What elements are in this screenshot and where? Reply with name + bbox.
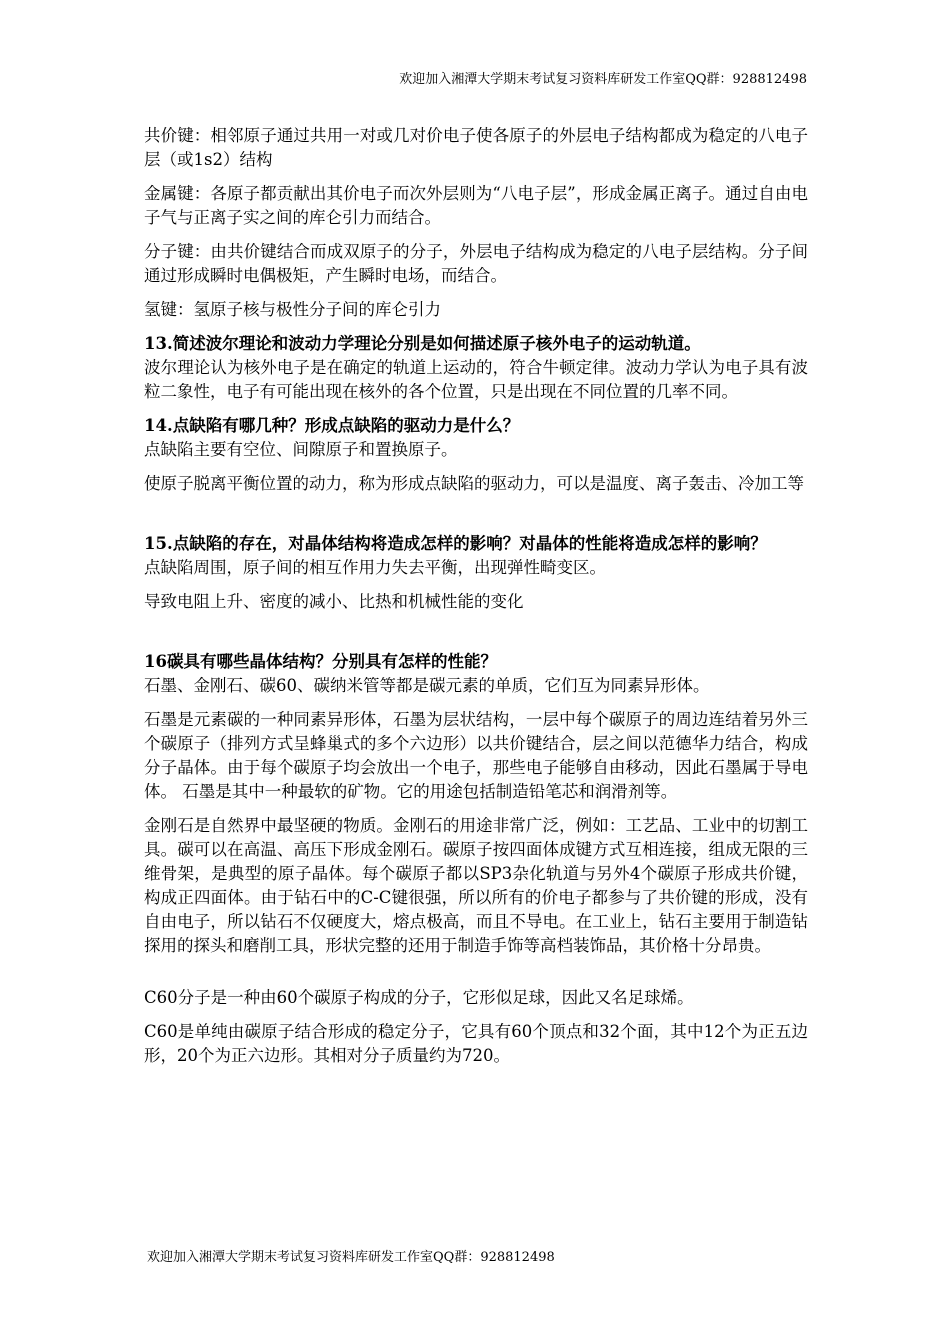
answer-15-properties: 导致电阻上升、密度的减小、比热和机械性能的变化 [144,592,524,611]
page-footer: 欢迎加入湘潭大学期末考试复习资料库研发工作室QQ群：928812498 [147,1250,555,1265]
answer-15-structure: 点缺陷周围，原子间的相互作用力失去平衡，出现弹性畸变区。 [144,558,606,577]
document-body [144,124,808,1078]
answer-16-diamond: 金刚石是自然界中最坚硬的物质。金刚石的用途非常广泛，例如：工艺品、工业中的切割工具。碳可以在高温、高压下形成金刚石。碳原子按四面体成键方式互相连接，组成无限的三维骨架，是典型的原子晶体。每个碳原子都以SP3杂化轨道与另外4个碳原子形成共价键，构成正四面体。由于钻石中的C-C键很强，所以所有的价电子都参与了共价键的形成，没有自由电子，所以钻石不仅硬度大，熔点极高，而且不导电。在工业上，钻石主要用于制造钻探用的探头和磨削工具，形状完整的还用于制造手饰等高档装饰品，其价格十分昂贵。 [144,816,808,955]
paragraph-covalent-bond: 共价键：相邻原子通过共用一对或几对价电子使各原子的外层电子结构都成为稳定的八电子层（或1s2）结构 [144,126,808,169]
paragraph-metallic-bond: 金属键：各原子都贡献出其价电子而次外层则为“八电子层”，形成金属正离子。通过自由电子气与正离子实之间的库仑引力而结合。 [144,184,808,227]
question-14: 14.点缺陷有哪几种？形成点缺陷的驱动力是什么？ [144,416,520,435]
question-15: 15.点缺陷的存在，对晶体结构将造成怎样的影响？对晶体的性能将造成怎样的影响？ [144,534,767,553]
answer-14-types: 点缺陷主要有空位、间隙原子和置换原子。 [144,440,458,459]
answer-16-c60-structure: C60是单纯由碳原子结合形成的稳定分子，它具有60个顶点和32个面，其中12个为正五边形，20个为正六边形。其相对分子质量约为720。 [144,1022,808,1065]
question-13: 13.简述波尔理论和波动力学理论分别是如何描述原子核外电子的运动轨道。 [144,334,701,353]
question-16: 16碳具有哪些晶体结构？分别具有怎样的性能？ [144,652,497,671]
paragraph-molecular-bond: 分子键：由共价键结合而成双原子的分子，外层电子结构成为稳定的八电子层结构。分子间通过形成瞬时电偶极矩，产生瞬时电场，而结合。 [144,242,808,285]
page-header: 欢迎加入湘潭大学期末考试复习资料库研发工作室QQ群：928812498 [399,72,807,87]
answer-16-graphite: 石墨是元素碳的一种同素异形体，石墨为层状结构，一层中每个碳原子的周边连结着另外三个碳原子（排列方式呈蜂巢式的多个六边形）以共价键结合，层之间以范德华力结合，构成分子晶体。由于每个碳原子均会放出一个电子，那些电子能够自由移动，因此石墨属于导电体。 石墨是其中一种最软的矿物。它的用途包括制造铅笔芯和润滑剂等。 [144,710,808,801]
answer-16-c60-intro: C60分子是一种由60个碳原子构成的分子，它形似足球，因此又名足球烯。 [144,988,694,1007]
paragraph-hydrogen-bond: 氢键：氢原子核与极性分子间的库仑引力 [144,300,441,319]
answer-14-driving-force: 使原子脱离平衡位置的动力，称为形成点缺陷的驱动力，可以是温度、离子轰击、冷加工等 [144,474,804,493]
answer-16-allotropes: 石墨、金刚石、碳60、碳纳米管等都是碳元素的单质，它们互为同素异形体。 [144,676,710,695]
answer-13: 波尔理论认为核外电子是在确定的轨道上运动的，符合牛顿定律。波动力学认为电子具有波粒二象性，电子有可能出现在核外的各个位置，只是出现在不同位置的几率不同。 [144,358,808,401]
